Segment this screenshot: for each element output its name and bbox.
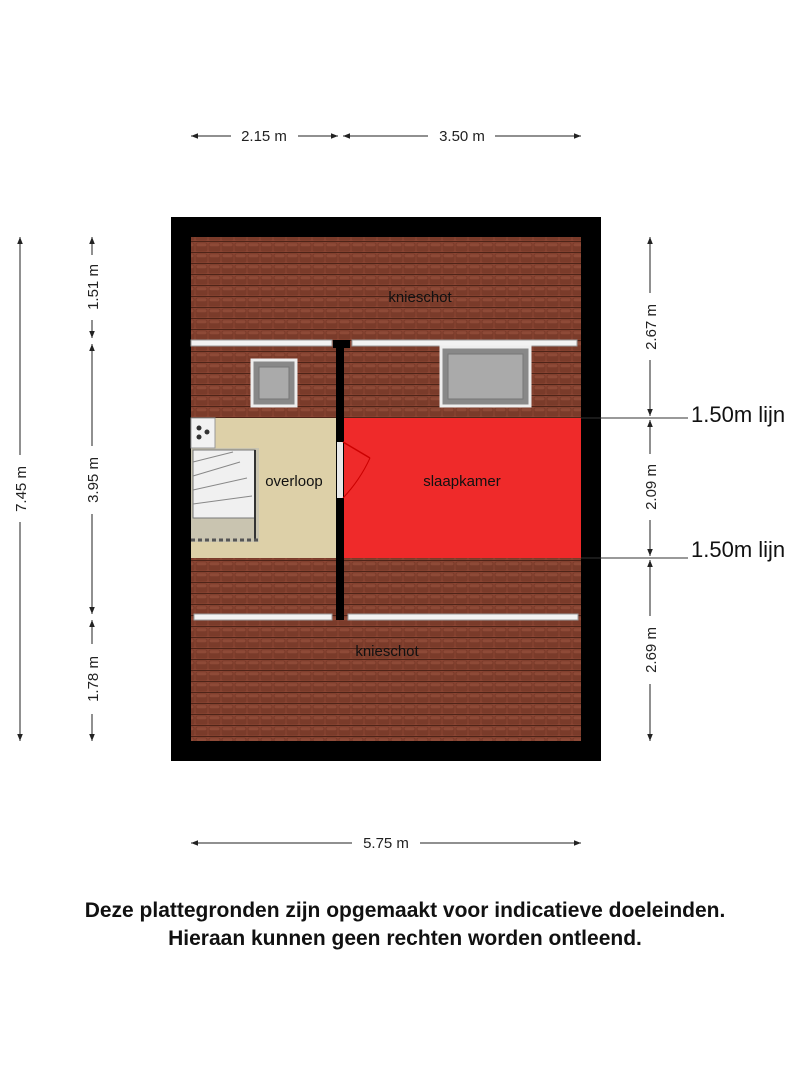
dim-top-right bbox=[343, 128, 581, 145]
dim-bottom bbox=[191, 835, 581, 852]
dim-top-left-label: 2.15 m bbox=[241, 128, 287, 145]
dim-right-top bbox=[643, 237, 660, 416]
label-150-upper: 1.50m lijn bbox=[691, 402, 786, 427]
dim-top-left bbox=[191, 128, 338, 145]
dim-right-bottom-label: 2.69 m bbox=[643, 627, 660, 673]
knee-wall-bottom bbox=[194, 614, 578, 620]
dim-left-middle-label: 3.95 m bbox=[85, 457, 102, 503]
dim-bottom-label: 5.75 m bbox=[363, 835, 409, 852]
dim-left-total-label: 7.45 m bbox=[13, 466, 30, 512]
dim-right-middle-label: 2.09 m bbox=[643, 464, 660, 510]
dim-left-bottom bbox=[85, 620, 102, 741]
dim-left-top bbox=[85, 237, 102, 338]
interior-wall-door-gap bbox=[337, 442, 343, 498]
room-label-knieschot-bottom: knieschot bbox=[355, 643, 419, 660]
skylight-large bbox=[441, 347, 530, 406]
skylight-small bbox=[252, 360, 296, 406]
room-label-slaapkamer: slaapkamer bbox=[423, 473, 501, 490]
room-label-overloop: overloop bbox=[265, 473, 323, 490]
disclaimer-line-2: Hieraan kunnen geen rechten worden ontleend. bbox=[168, 927, 642, 950]
dim-right-middle bbox=[643, 420, 660, 556]
label-150-lower: 1.50m lijn bbox=[691, 537, 786, 562]
knee-wall-top bbox=[191, 340, 577, 346]
dim-top-right-label: 3.50 m bbox=[439, 128, 485, 145]
dim-left-top-label: 1.51 m bbox=[85, 264, 102, 310]
dim-right-bottom bbox=[643, 560, 660, 741]
dim-left-middle bbox=[85, 344, 102, 614]
dim-left-bottom-label: 1.78 m bbox=[85, 656, 102, 702]
dim-left-total bbox=[13, 237, 30, 741]
disclaimer-line-1: Deze plattegronden zijn opgemaakt voor indicatieve doeleinden. bbox=[84, 899, 726, 922]
room-label-knieschot-top: knieschot bbox=[388, 289, 452, 306]
dim-right-top-label: 2.67 m bbox=[643, 304, 660, 350]
